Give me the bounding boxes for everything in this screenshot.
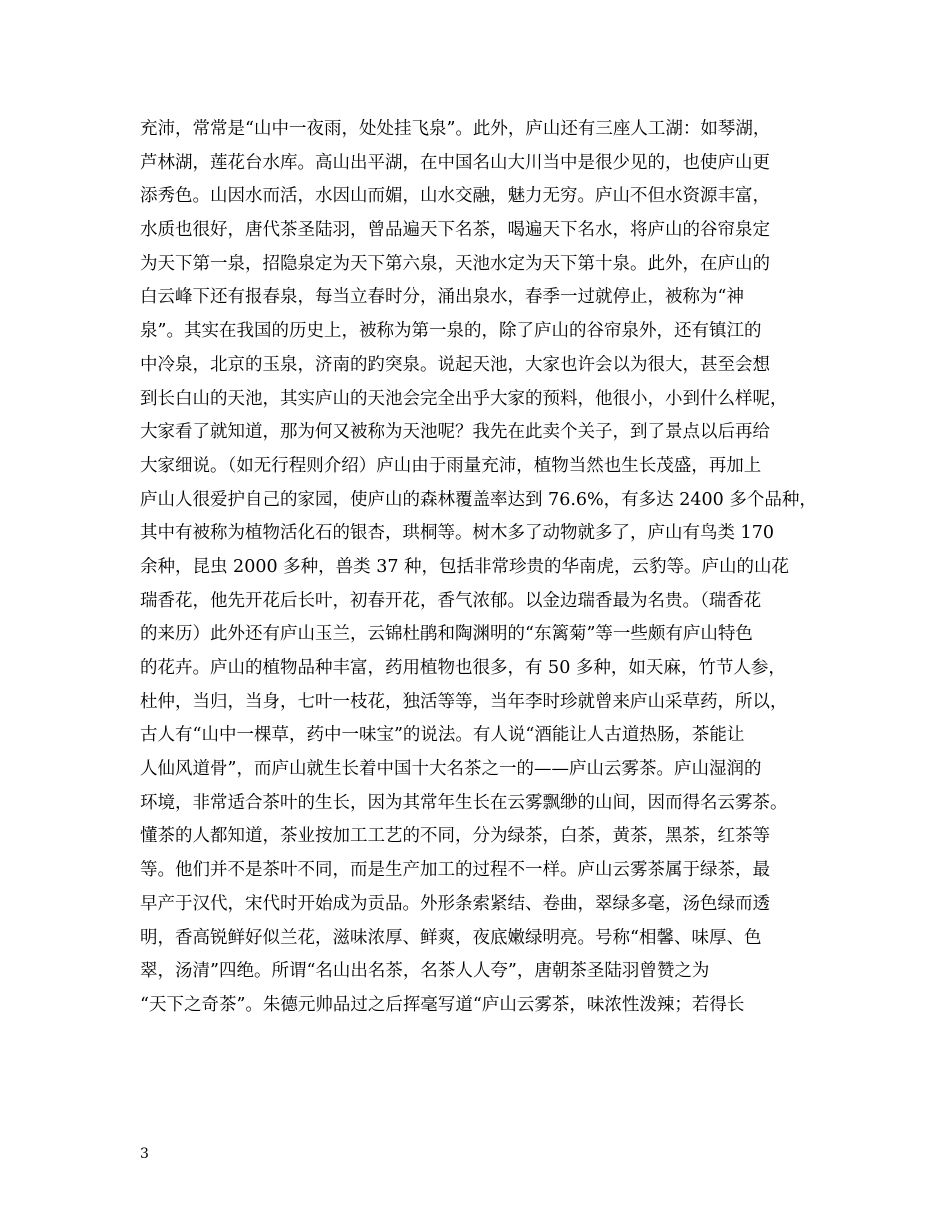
text-line: 白云峰下还有报春泉，每当立春时分，涌出泉水，春季一过就停止，被称为“神	[140, 287, 744, 308]
text-line: 的来历）此外还有庐山玉兰，云锦杜鹃和陶渊明的“东篱菊”等一些颇有庐山特色	[140, 624, 753, 645]
text-line: 水质也很好，唐代茶圣陆羽，曾品遍天下名茶，喝遍天下名水，将庐山的谷帘泉定	[140, 220, 770, 241]
text-line: 庐山人很爱护自己的家园，使庐山的森林覆盖率达到 76.6%，有多达 2400 多个品种，	[140, 489, 817, 510]
page-number: 3	[140, 1146, 149, 1162]
text-line: 瑞香花，他先开花后长叶，初春开花，香气浓郁。以金边瑞香最为名贵。（瑞香花	[140, 590, 762, 611]
text-line: 的花卉。庐山的植物品种丰富，药用植物也很多，有 50 多种，如天麻，竹节人参，	[140, 658, 786, 678]
text-line: 人仙风道骨”，而庐山就生长着中国十大名茶之一的——庐山云雾茶。庐山湿润的	[140, 759, 762, 780]
text-line: 芦林湖，莲花台水库。高山出平湖，在中国名山大川当中是很少见的，也使庐山更	[140, 152, 770, 173]
text-line: 到长白山的天池，其实庐山的天池会完全出乎大家的预料，他很小，小到什么样呢，	[140, 388, 788, 409]
text-line: 早产于汉代，宋代时开始成为贡品。外形条索紧结、卷曲，翠绿多毫，汤色绿而透	[140, 893, 770, 914]
text-line: 余种，昆虫 2000 多种，兽类 37 种，包括非常珍贵的华南虎，云豹等。庐山的山花	[140, 556, 790, 577]
text-line: 泉”。其实在我国的历史上，被称为第一泉的，除了庐山的谷帘泉外，还有镇江的	[140, 321, 762, 342]
text-line: 大家细说。（如无行程则介绍）庐山由于雨量充沛，植物当然也生长茂盛，再加上	[140, 455, 762, 476]
text-line: 其中有被称为植物活化石的银杏，珙桐等。树木多了动物就多了，庐山有鸟类 170	[140, 523, 774, 544]
text-line: 翠，汤清”四绝。所谓“名山出名茶，名茶人人夸”，唐朝茶圣陆羽曾赞之为	[140, 961, 710, 982]
body-text	[140, 113, 830, 1023]
text-line: 环境，非常适合茶叶的生长，因为其常年生长在云雾飘缈的山间，因而得名云雾茶。	[140, 792, 788, 813]
text-line: 古人有“山中一棵草，药中一味宝”的说法。有人说“酒能让人古道热肠，茶能让	[140, 725, 745, 746]
text-line: 杜仲，当归，当身，七叶一枝花，独活等等，当年李时珍就曾来庐山采草药，所以，	[140, 691, 788, 712]
text-line: 为天下第一泉，招隐泉定为天下第六泉，天池水定为天下第十泉。此外，在庐山的	[140, 253, 770, 274]
text-line: 懂茶的人都知道，茶业按加工工艺的不同，分为绿茶，白茶，黄茶，黑茶，红茶等	[140, 826, 770, 847]
text-line: “天下之奇茶”。朱德元帅品过之后挥毫写道“庐山云雾茶，味浓性泼辣；若得长	[140, 994, 745, 1015]
text-line: 添秀色。山因水而活，水因山而媚，山水交融，魅力无穷。庐山不但水资源丰富，	[140, 186, 770, 207]
text-line: 中冷泉，北京的玉泉，济南的趵突泉。说起天池，大家也许会以为很大，甚至会想	[140, 354, 770, 375]
text-line: 明，香高锐鲜好似兰花，滋味浓厚、鲜爽，夜底嫩绿明亮。号称“相馨、味厚、色	[140, 927, 762, 948]
text-line: 大家看了就知道，那为何又被称为天池呢？我先在此卖个关子，到了景点以后再给	[140, 422, 770, 443]
text-line: 充沛，常常是“山中一夜雨，处处挂飞泉”。此外，庐山还有三座人工湖：如琴湖，	[140, 119, 771, 139]
text-line: 等。他们并不是茶叶不同，而是生产加工的过程不一样。庐山云雾茶属于绿茶，最	[140, 860, 770, 881]
